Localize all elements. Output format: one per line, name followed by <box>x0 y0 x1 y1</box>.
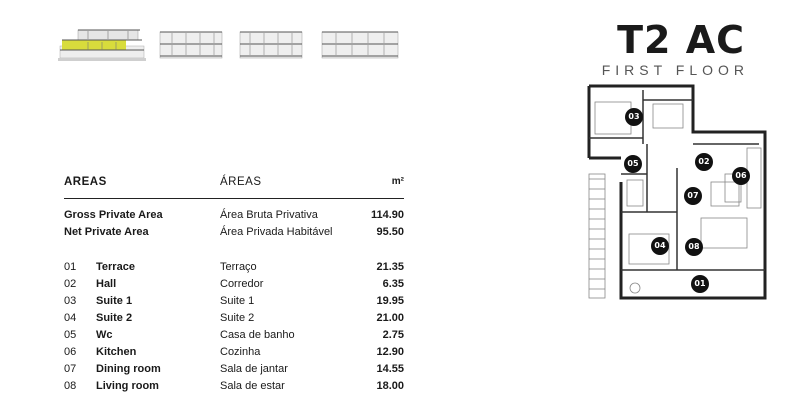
room-name-pt: Sala de estar <box>220 380 285 392</box>
room-name-en: Suite 2 <box>96 312 133 324</box>
total-label-en: Net Private Area <box>64 226 149 238</box>
room-name-pt: Corredor <box>220 278 264 290</box>
table-header-row <box>64 176 404 192</box>
room-row <box>64 363 404 379</box>
total-label-pt: Área Privada Habitável <box>220 226 333 238</box>
total-row <box>64 209 404 225</box>
total-label-en: Gross Private Area <box>64 209 163 221</box>
room-name-pt: Cozinha <box>220 346 261 358</box>
room-number: 04 <box>64 312 77 324</box>
room-area: 21.00 <box>376 312 404 324</box>
room-label-badge: 01 <box>691 275 709 293</box>
room-row <box>64 346 404 362</box>
room-number: 03 <box>64 295 77 307</box>
floor-plan <box>583 84 773 302</box>
header-divider <box>64 198 404 199</box>
unit-title-block <box>600 18 749 78</box>
room-area: 12.90 <box>376 346 404 358</box>
room-row <box>64 312 404 328</box>
room-number: 01 <box>64 261 77 273</box>
room-row <box>64 329 404 345</box>
room-name-pt: Suite 2 <box>220 312 255 324</box>
unit-title: T2 AC <box>617 18 745 62</box>
heading-en: AREAS <box>64 176 107 188</box>
room-name-en: Wc <box>96 329 113 341</box>
room-area: 18.00 <box>376 380 404 392</box>
room-name-en: Dining room <box>96 363 161 375</box>
room-area: 21.35 <box>376 261 404 273</box>
room-area: 14.55 <box>376 363 404 375</box>
room-name-en: Living room <box>96 380 159 392</box>
room-area: 2.75 <box>382 329 404 341</box>
room-name-en: Terrace <box>96 261 135 273</box>
room-row <box>64 295 404 311</box>
room-label-badge: 06 <box>732 167 750 185</box>
room-label-badge: 05 <box>624 155 642 173</box>
room-name-pt: Casa de banho <box>220 329 295 341</box>
room-row <box>64 261 404 277</box>
building-elevation-2 <box>158 18 224 68</box>
room-number: 06 <box>64 346 77 358</box>
room-name-en: Suite 1 <box>96 295 133 307</box>
heading-pt: ÁREAS <box>220 176 262 188</box>
building-elevation-4 <box>320 18 400 68</box>
total-row <box>64 226 404 242</box>
building-elevation-3 <box>238 18 304 68</box>
total-value: 114.90 <box>370 209 404 221</box>
room-row <box>64 380 404 396</box>
floor-plan-drawing <box>583 84 773 302</box>
room-area: 6.35 <box>382 278 404 290</box>
room-label-badge: 08 <box>685 238 703 256</box>
room-name-en: Hall <box>96 278 117 290</box>
unit-label: m² <box>391 176 404 187</box>
room-label-badge: 03 <box>625 108 643 126</box>
room-area: 19.95 <box>376 295 404 307</box>
floor-subtitle: FIRST FLOOR <box>601 62 749 78</box>
room-number: 02 <box>64 278 77 290</box>
building-thumbnails <box>58 18 408 70</box>
room-name-pt: Suite 1 <box>220 295 255 307</box>
room-name-pt: Terraço <box>220 261 257 273</box>
room-label-badge: 04 <box>651 237 669 255</box>
room-label-badge: 07 <box>684 187 702 205</box>
room-name-pt: Sala de jantar <box>220 363 288 375</box>
room-name-en: Kitchen <box>96 346 137 358</box>
room-number: 07 <box>64 363 77 375</box>
total-value: 95.50 <box>376 226 404 238</box>
room-number: 08 <box>64 380 77 392</box>
room-row <box>64 278 404 294</box>
room-number: 05 <box>64 329 77 341</box>
room-label-badge: 02 <box>695 153 713 171</box>
building-elevation-highlighted <box>58 18 146 68</box>
total-label-pt: Área Bruta Privativa <box>220 209 318 221</box>
